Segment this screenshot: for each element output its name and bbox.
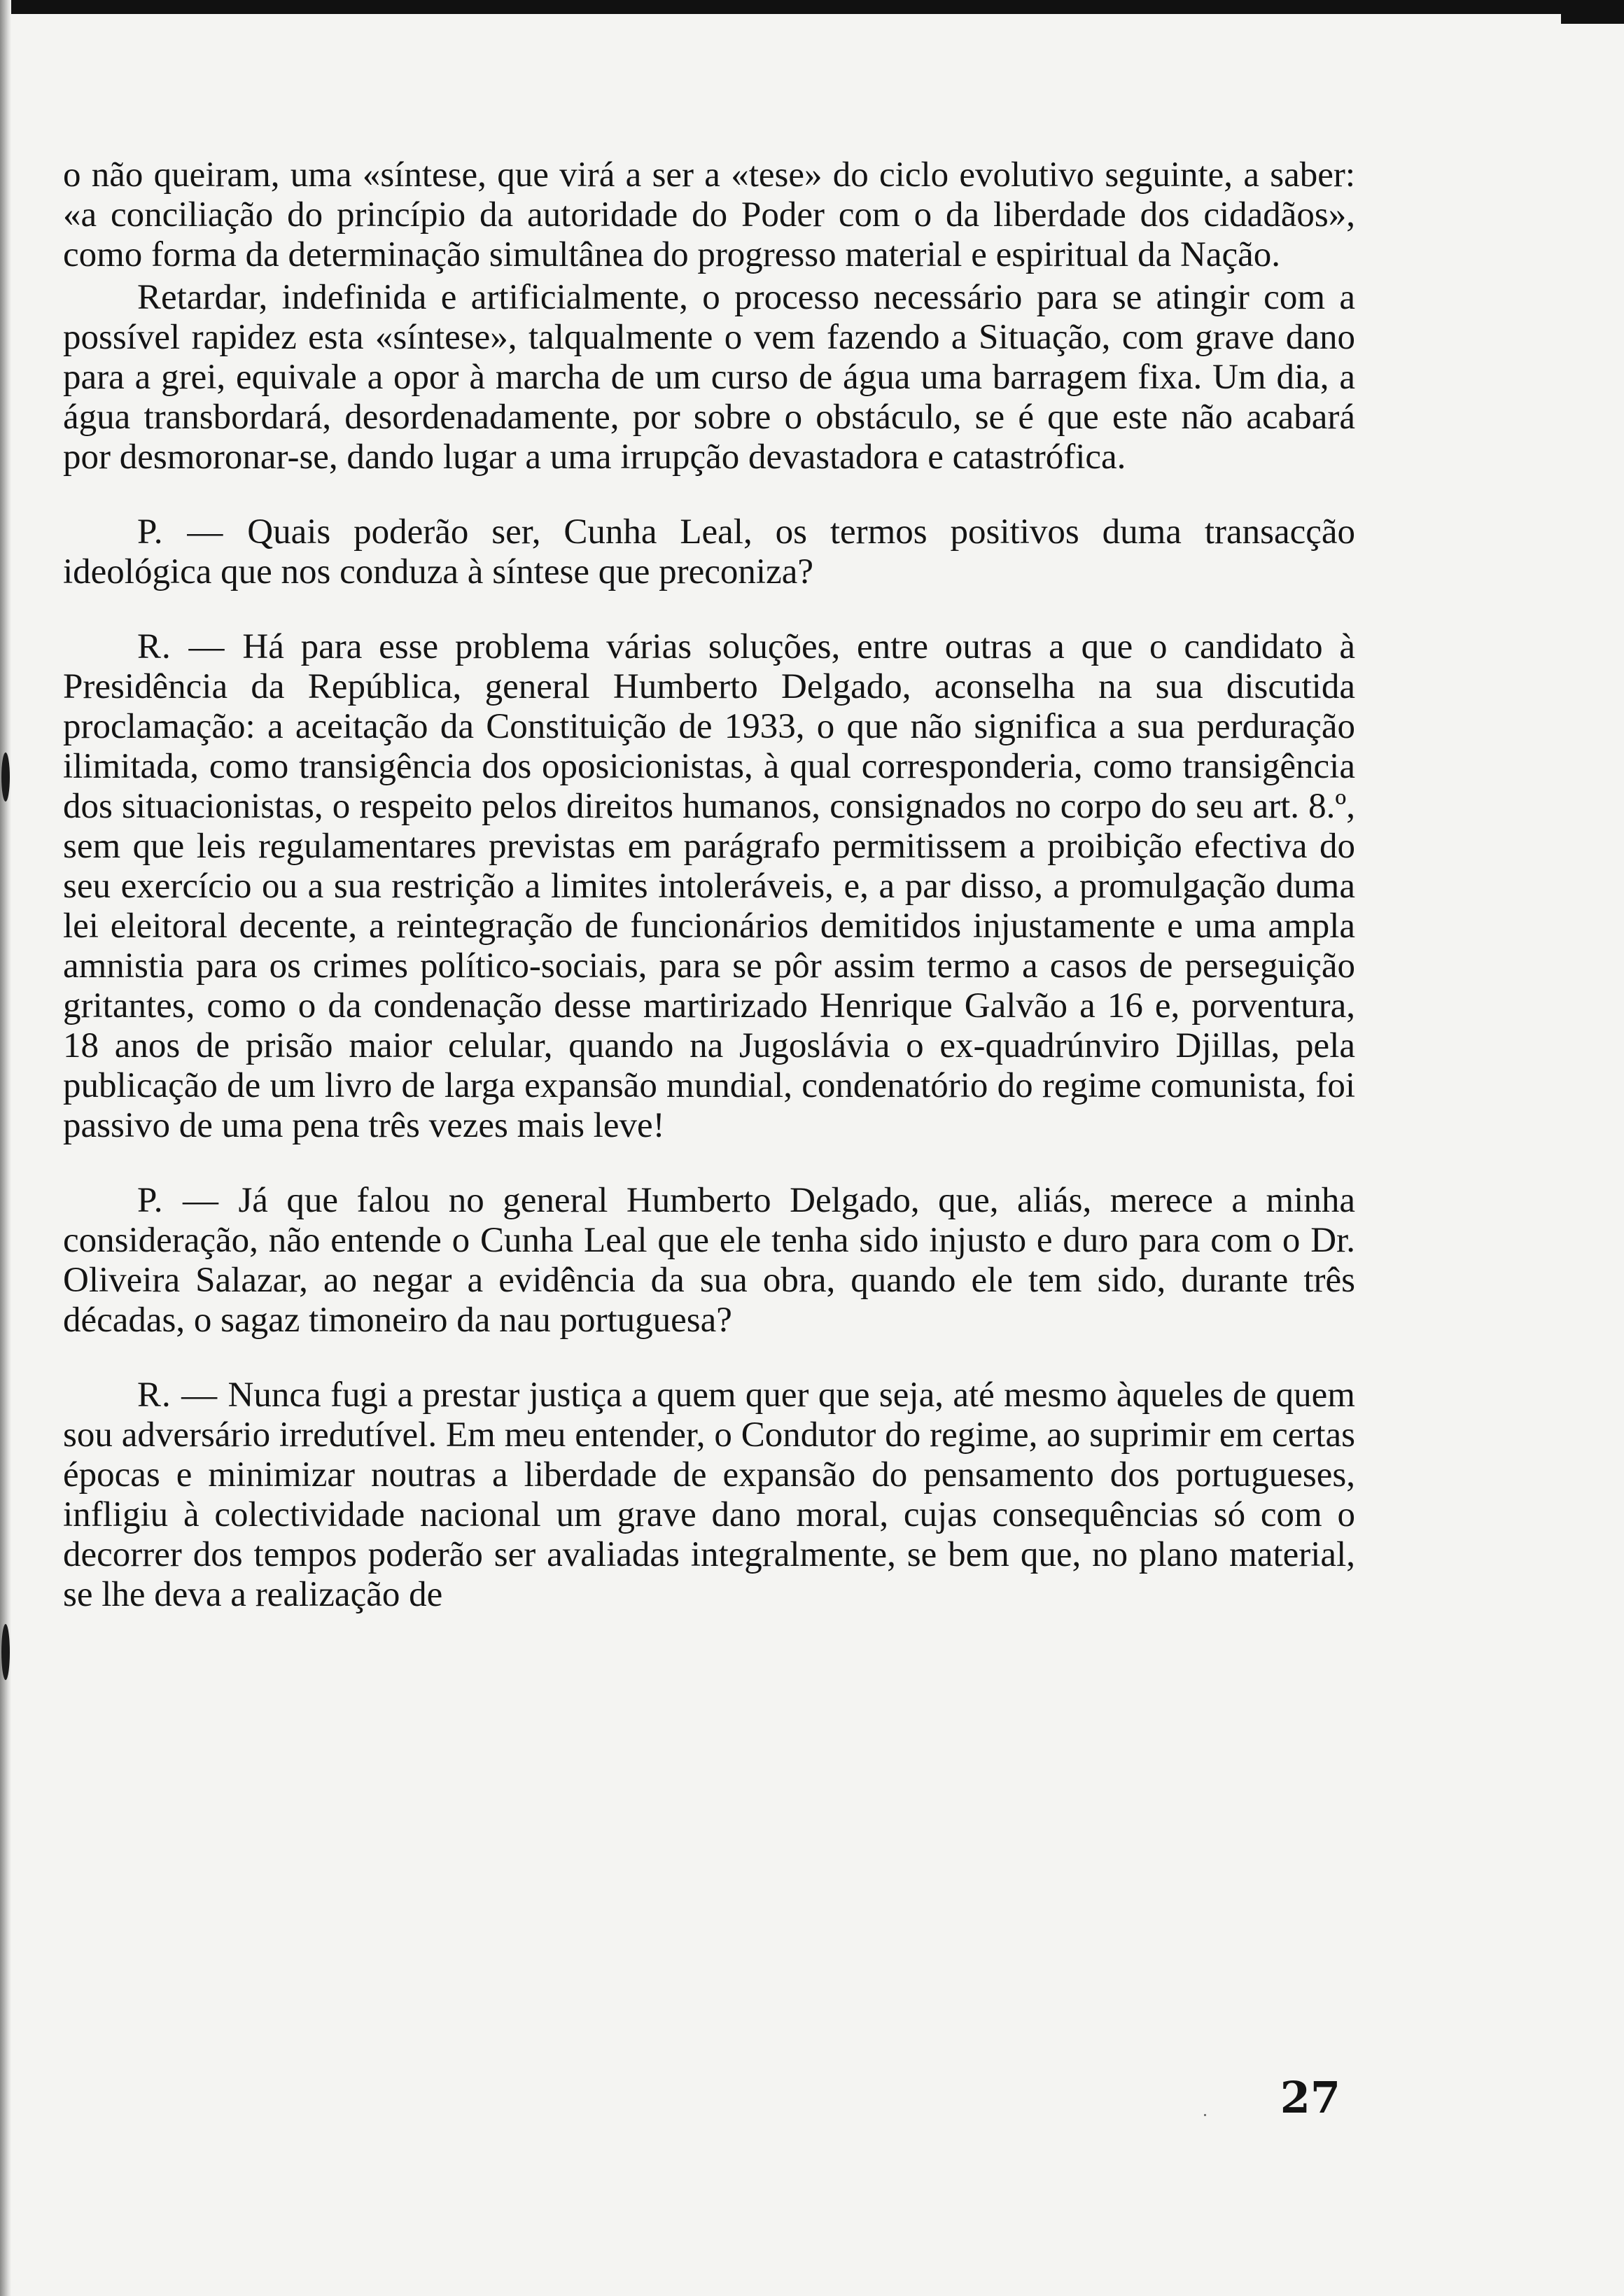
speaker-label: P. — [137, 1181, 239, 1220]
paragraph-text: Nunca fugi a prestar justiça a quem quer que seja, até mesmo àqueles de quem sou adversário irredutível. Em meu entender, o Condutor do regime, ao suprimir em certas épocas e minimizar noutras a liberdade de expansão do pensamento dos portugueses, infligiu à colectividade nacional um grave dano moral, cujas consequências só com o decorrer dos tempos poderão ser avaliadas integralmente, se bem que, no plano material, se lhe deva a realização de [63, 1376, 1355, 1614]
paragraph [63, 155, 1355, 275]
question-paragraph [63, 512, 1355, 592]
scan-speck [1204, 2114, 1206, 2116]
page-number: 27 [1280, 2072, 1340, 2123]
speaker-label: P. — [137, 512, 248, 552]
answer-paragraph [63, 1376, 1355, 1615]
paragraph-text: Quais poderão ser, Cunha Leal, os termos positivos duma transacção ideológica que nos conduza à síntese que preconiza? [63, 512, 1355, 592]
scan-corner-mark [1561, 0, 1624, 24]
scan-top-edge [0, 0, 1624, 14]
speaker-label: R. — [137, 1376, 228, 1415]
paragraph-text: Há para esse problema várias soluções, entre outras a que o candidato à Presidência da República, general Humberto Delgado, aconselha na sua discutida proclamação: a aceitação da Constituição de 1933, o que não significa a sua perduração ilimitada, como transigência dos oposicionistas, à qual corresponderia, como transigência dos situacionistas, o respeito pelos direitos humanos, consignados no corpo do seu art. 8.º, sem que leis regulamentares previstas em parágrafo permitissem a proibição efectiva do seu exercício ou a sua restrição a limites intoleráveis, e, a par disso, a promulgação duma lei eleitoral decente, a reintegração de funcionários demitidos injustamente e uma ampla amnistia para os crimes político-sociais, para se pôr assim termo a casos de perseguição gritantes, como o da condenação desse martirizado Henrique Galvão a 16 e, porventura, 18 anos de prisão maior celular, quando na Jugoslávia o ex-quadrúnviro Djillas, pela publicação de um livro de larga expansão mundial, condenatório do regime comunista, foi passivo de uma pena três vezes mais leve! [63, 627, 1355, 1145]
answer-paragraph [63, 627, 1355, 1146]
scan-left-edge [0, 0, 11, 2296]
speaker-label: R. — [137, 627, 243, 666]
question-paragraph [63, 1181, 1355, 1340]
paragraph [63, 278, 1355, 477]
page-body [63, 155, 1355, 1615]
paragraph-text: o não queiram, uma «síntese, que virá a ser a «tese» do ciclo evolutivo seguinte, a saber: «a conciliação do princípio da autoridade do Poder com o da liberdade dos cidadãos», como forma da determinação simultânea do progresso material e espiritual da Nação. [63, 155, 1355, 274]
binding-mark [1, 752, 10, 802]
paragraph-text: Retardar, indefinida e artificialmente, o processo necessário para se atingir com a possível rapidez esta «síntese», talqualmente o vem fazendo a Situação, com grave dano para a grei, equivale a opor à marcha de um curso de água uma barragem fixa. Um dia, a água transbordará, desordenadamente, por sobre o obstáculo, se é que este não acabará por desmoronar-se, dando lugar a uma irrupção devastadora e catastrófica. [63, 278, 1355, 477]
binding-mark [1, 1624, 10, 1680]
paragraph-text: Já que falou no general Humberto Delgado, que, aliás, merece a minha consideração, não entende o Cunha Leal que ele tenha sido injusto e duro para com o Dr. Oliveira Salazar, ao negar a evidência da sua obra, quando ele tem sido, durante três décadas, o sagaz timoneiro da nau portuguesa? [63, 1181, 1355, 1340]
